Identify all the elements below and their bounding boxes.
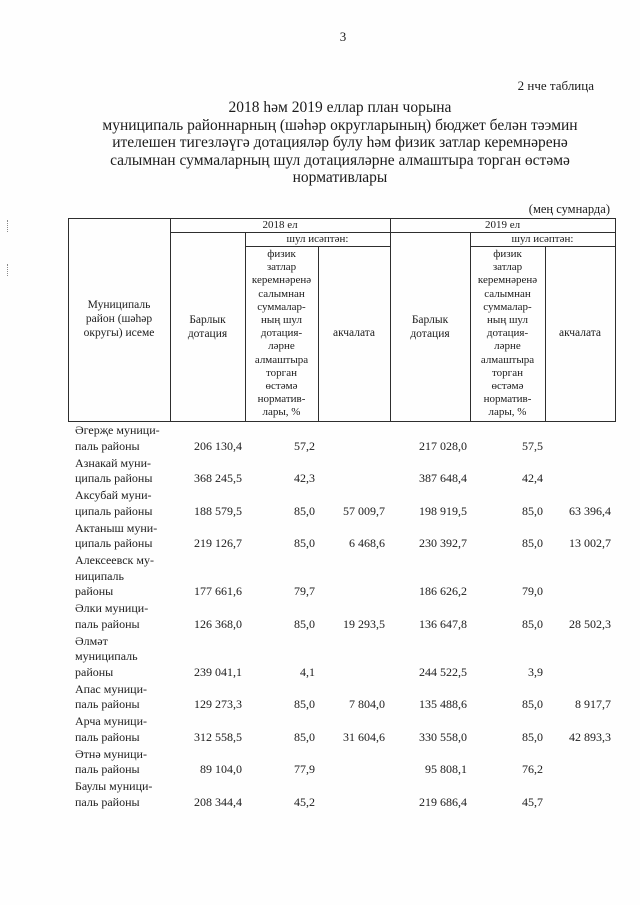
norm-percent-2019: 79,0 — [522, 584, 543, 598]
table-row — [68, 779, 615, 810]
norm-percent-2018: 79,7 — [294, 584, 315, 598]
norm-percent-2018: 85,0 — [294, 616, 315, 631]
total-dotation-2018: 208 344,4 — [194, 794, 242, 809]
header-year-2019: 2019 ел — [484, 219, 521, 231]
norm-percent-2019: 3,9 — [528, 664, 543, 679]
page-number: 3 — [339, 29, 347, 44]
header-cash-2018: акчалата — [332, 327, 376, 339]
table-row — [68, 521, 615, 552]
norm-percent-2018: 85,0 — [294, 729, 315, 744]
total-dotation-2019: 217 028,0 — [419, 438, 467, 453]
table-rule — [68, 421, 616, 422]
header-norm-2018: физик затлар керемнәренә салымнан суммалар- ның шул дотация- ләрне алмаштыра торган өстәмә норматив- лары, % — [251, 248, 312, 419]
title-line: ителешен тигезләүгә дотацияләр булу һәм физик затлар керемнәренә — [112, 134, 568, 151]
norm-percent-2019: 85,0 — [522, 729, 543, 744]
total-dotation-2019: 219 686,4 — [419, 794, 467, 809]
total-dotation-2019: 95 808,1 — [425, 762, 467, 776]
cash-2018: 31 604,6 — [343, 729, 385, 744]
total-dotation-2018: 219 126,7 — [194, 536, 242, 550]
total-dotation-2019: 387 648,4 — [419, 471, 467, 485]
table-row — [68, 747, 615, 778]
table-row — [68, 423, 615, 454]
norm-percent-2019: 85,0 — [522, 503, 543, 518]
title-line: 2018 һәм 2019 еллар план чорына — [228, 99, 452, 116]
cash-2018: 57 009,7 — [343, 503, 385, 518]
municipality-name: Әлмәт муниципаль районы — [75, 633, 138, 679]
header-including-2019: шул исәптән: — [511, 233, 574, 245]
total-dotation-2019: 186 626,2 — [419, 584, 467, 598]
municipality-name: Әгерҗе муници- паль районы — [75, 423, 160, 453]
cash-2019: 8 917,7 — [575, 697, 611, 711]
municipality-name: Апас муници- паль районы — [75, 681, 148, 711]
document-title — [90, 99, 590, 187]
cash-2018: 19 293,5 — [343, 616, 385, 631]
cash-2019: 63 396,4 — [569, 503, 611, 518]
title-line: муниципаль районнарның (шәһәр округларының) бюджет белән тәэмин — [102, 116, 578, 134]
municipality-name: Аксубай муни- ципаль районы — [75, 488, 153, 518]
table-row — [68, 553, 615, 600]
total-dotation-2018: 206 130,4 — [194, 438, 242, 453]
total-dotation-2018: 129 273,3 — [194, 697, 242, 711]
norm-percent-2018: 85,0 — [294, 697, 315, 711]
municipality-name: Азнакай муни- ципаль районы — [75, 455, 153, 485]
total-dotation-2019: 198 919,5 — [419, 503, 467, 518]
total-dotation-2018: 126 368,0 — [194, 616, 242, 631]
norm-percent-2019: 42,4 — [522, 471, 543, 485]
header-total-dotation-2018: Барлык дотация — [187, 314, 228, 340]
scan-mark — [7, 264, 8, 276]
norm-percent-2018: 77,9 — [294, 762, 315, 776]
cash-2019: 13 002,7 — [569, 536, 611, 550]
municipality-name: Арча муници- паль районы — [75, 714, 148, 744]
norm-percent-2019: 85,0 — [522, 536, 543, 550]
norm-percent-2019: 85,0 — [522, 697, 543, 711]
header-total-dotation-2019: Барлык дотация — [410, 314, 450, 340]
title-line: салымнан суммаларның шул дотацияләрне алмаштыра торган өстәмә — [110, 151, 570, 169]
units-note: (мең сумнарда) — [528, 202, 610, 216]
norm-percent-2018: 85,0 — [294, 503, 315, 518]
total-dotation-2018: 312 558,5 — [194, 729, 242, 744]
municipality-name: Әлки муници- паль районы — [75, 601, 149, 631]
norm-percent-2018: 4,1 — [300, 664, 315, 679]
total-dotation-2018: 177 661,6 — [194, 584, 242, 598]
total-dotation-2019: 135 488,6 — [419, 697, 467, 711]
municipality-name: Әтнә муници- паль районы — [75, 746, 147, 776]
table-row — [68, 714, 615, 745]
total-dotation-2019: 244 522,5 — [419, 664, 467, 679]
table-row — [68, 601, 615, 632]
scan-mark — [7, 220, 8, 232]
total-dotation-2018: 368 245,5 — [194, 471, 242, 485]
cash-2019: 28 502,3 — [569, 616, 611, 631]
header-municipality-name: Муниципаль район (шәһәр округы) исеме — [83, 299, 155, 339]
table-rule — [615, 218, 616, 422]
municipality-name: Актаныш муни- ципаль районы — [75, 520, 158, 550]
municipality-name: Баулы муници- паль районы — [75, 779, 153, 809]
total-dotation-2019: 136 647,8 — [419, 616, 467, 631]
header-cash-2019: акчалата — [558, 327, 602, 339]
header-norm-2019: физик затлар керемнәренә салымнан суммалар- ның шул дотация- ләрне алмаштыра торган өстәмә норматив- лары, % — [477, 248, 538, 419]
table-body — [68, 423, 615, 812]
norm-percent-2018: 85,0 — [294, 536, 315, 550]
total-dotation-2018: 239 041,1 — [194, 664, 242, 679]
total-dotation-2019: 230 392,7 — [419, 536, 467, 550]
norm-percent-2019: 57,5 — [522, 438, 543, 453]
norm-percent-2018: 45,2 — [294, 794, 315, 809]
table-rule — [470, 246, 616, 247]
norm-percent-2019: 45,7 — [522, 794, 543, 809]
title-line: нормативлары — [292, 169, 388, 186]
cash-2018: 6 468,6 — [349, 536, 385, 550]
header-year-2018: 2018 ел — [262, 219, 298, 231]
norm-percent-2019: 85,0 — [522, 616, 543, 631]
cash-2018: 7 804,0 — [349, 697, 385, 711]
norm-percent-2019: 76,2 — [522, 762, 543, 776]
norm-percent-2018: 57,2 — [294, 438, 315, 453]
table-row — [68, 488, 615, 519]
total-dotation-2018: 89 104,0 — [200, 762, 242, 776]
municipality-name: Алексеевск му- ниципаль районы — [75, 553, 154, 598]
norm-percent-2018: 42,3 — [294, 471, 315, 485]
header-including-2018: шул исәптән: — [286, 233, 349, 245]
total-dotation-2018: 188 579,5 — [194, 503, 242, 518]
total-dotation-2019: 330 558,0 — [419, 729, 467, 744]
table-row — [68, 456, 615, 487]
table-row — [68, 634, 615, 681]
table-row — [68, 682, 615, 713]
cash-2019: 42 893,3 — [569, 729, 611, 744]
table-label: 2 нче таблица — [517, 78, 594, 93]
